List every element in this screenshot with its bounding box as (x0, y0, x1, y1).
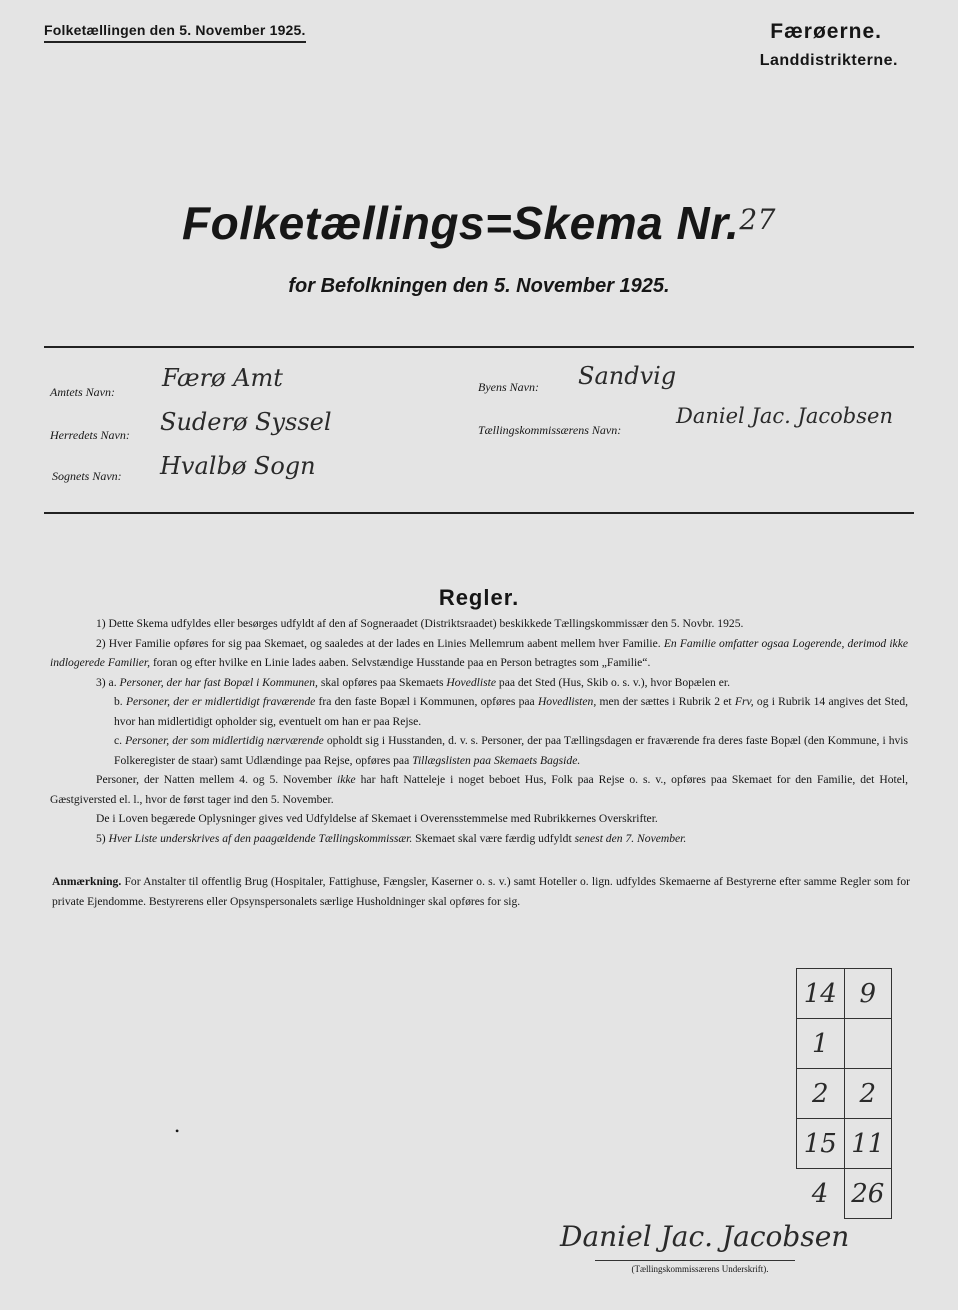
rules-list (50, 614, 908, 848)
signature-line (595, 1260, 795, 1261)
tally-cell: 4 (797, 1169, 845, 1219)
tally-cell: 15 (797, 1119, 845, 1169)
tally-cell: 2 (844, 1069, 892, 1119)
form-title (0, 196, 958, 250)
tally-cell: 11 (844, 1119, 892, 1169)
form-subtitle: for Befolkningen den 5. November 1925. (288, 275, 670, 297)
rule-4b: De i Loven begærede Oplysninger gives ved Udfyldelse af Skemaet i Overensstemmelse med Rubrikkernes Overskrifter. (96, 812, 658, 825)
signature-caption: (Tællingskommissærens Underskrift). (631, 1264, 769, 1274)
tally-table (796, 968, 892, 1219)
rule-4: Personer, der Natten mellem 4. og 5. November ikke har haft Natteleje i noget beboet Hus, Folk paa Rejse o. s. v., opføres paa Skemaet for den Familie, det Hotel, Gæstgiversted el. l., hvor de først tager ind den 5. November. (50, 773, 908, 806)
rule-3b: b. Personer, der er midlertidigt fraværende fra den faste Bopæl i Kommunen, opføres paa Hovedlisten, men der sættes i Rubrik 2 et Frv, og i Rubrik 14 angives det Sted, hvor han midlertidigt opholder sig, eventuelt om han er paa Rejse. (114, 695, 909, 728)
sognets-label: Sognets Navn: (52, 469, 122, 483)
census-header: Folketællingen den 5. November 1925. (44, 22, 306, 43)
tally-cell: 1 (797, 1019, 845, 1069)
note-label: Anmærkning. (52, 875, 122, 888)
tally-cell (844, 1019, 892, 1069)
tally-cell: 26 (844, 1169, 892, 1219)
tally-row (797, 1169, 892, 1219)
rule-5: 5) Hver Liste underskrives af den paagældende Tællingskommissær. Skemaet skal være færdig udfyldt senest den 7. November. (96, 831, 687, 845)
rule-1: 1) Dette Skema udfyldes eller besørges udfyldt af den af Sogneraadet (Distriktsraadet) beskikkede Tællingskommissær den 5. Novbr. 1925. (96, 617, 744, 630)
form-title-text: Folketællings=Skema Nr. (182, 197, 740, 249)
byens-label: Byens Navn: (478, 380, 539, 394)
note-text: For Anstalter til offentlig Brug (Hospitaler, Fattighuse, Fængsler, Kaserner o. s. v.) samt Hoteller o. lign. udfyldes Skemaerne af Bestyrerne efter samme Regler som for private Ejendomme. Bestyrerens eller Opsynspersonalets særlige Husholdninger skal opføres for sig. (52, 875, 910, 908)
tally-row (797, 1119, 892, 1169)
herredets-label: Herredets Navn: (50, 428, 130, 442)
region-subtitle: Landdistrikterne. (759, 52, 898, 69)
rule-3c: c. Personer, der som midlertidig nærværende opholdt sig i Husstanden, d. v. s. Personer, der paa Tællingsdagen er fraværende fra deres faste Bopæl (den Kommune, i hvis Folkeregister de staar) samt Udlændinge paa Rejse, opføres paa Tillægslisten paa Skemaets Bagside. (114, 734, 909, 767)
rules-heading: Regler. (438, 585, 520, 610)
top-rule (44, 346, 914, 348)
rule-3a: 3) a. Personer, der har fast Bopæl i Kommunen, skal opføres paa Skemaets Hovedliste paa det Sted (Hus, Skib o. s. v.), hvor Bopælen er. (96, 675, 730, 689)
kommissaer-label: Tællingskommissærens Navn: (478, 423, 622, 437)
bottom-rule (44, 512, 914, 514)
tally-cell: 9 (844, 969, 892, 1019)
signature: Daniel Jac. Jacobsen (560, 1220, 850, 1253)
annotation-note (52, 872, 910, 911)
tally-cell: 14 (797, 969, 845, 1019)
kommissaer-value: Daniel Jac. Jacobsen (676, 404, 893, 428)
amtets-label: Amtets Navn: (50, 385, 115, 399)
tally-row (797, 969, 892, 1019)
pencil-mark-icon: • (175, 1124, 180, 1138)
byens-value: Sandvig (578, 362, 677, 390)
rule-2: 2) Hver Familie opføres for sig paa Skemaet, og saaledes at der lades en Linies Mellemrum aabent mellem hver Familie. En Familie omfatter ogsaa Logerende, derimod ikke indlogerede Familier, foran og efter hvilke en Linie lades aaben. Selvstændige Husstande paa en Person betragtes som „Familie“. (50, 636, 908, 669)
tally-cell: 2 (797, 1069, 845, 1119)
tally-row (797, 1019, 892, 1069)
form-number: 27 (739, 203, 776, 236)
tally-row (797, 1069, 892, 1119)
herredets-value: Suderø Syssel (160, 408, 332, 436)
sognets-value: Hvalbø Sogn (160, 452, 316, 480)
amtets-value: Færø Amt (162, 364, 283, 392)
region-title: Færøerne. (770, 20, 882, 43)
